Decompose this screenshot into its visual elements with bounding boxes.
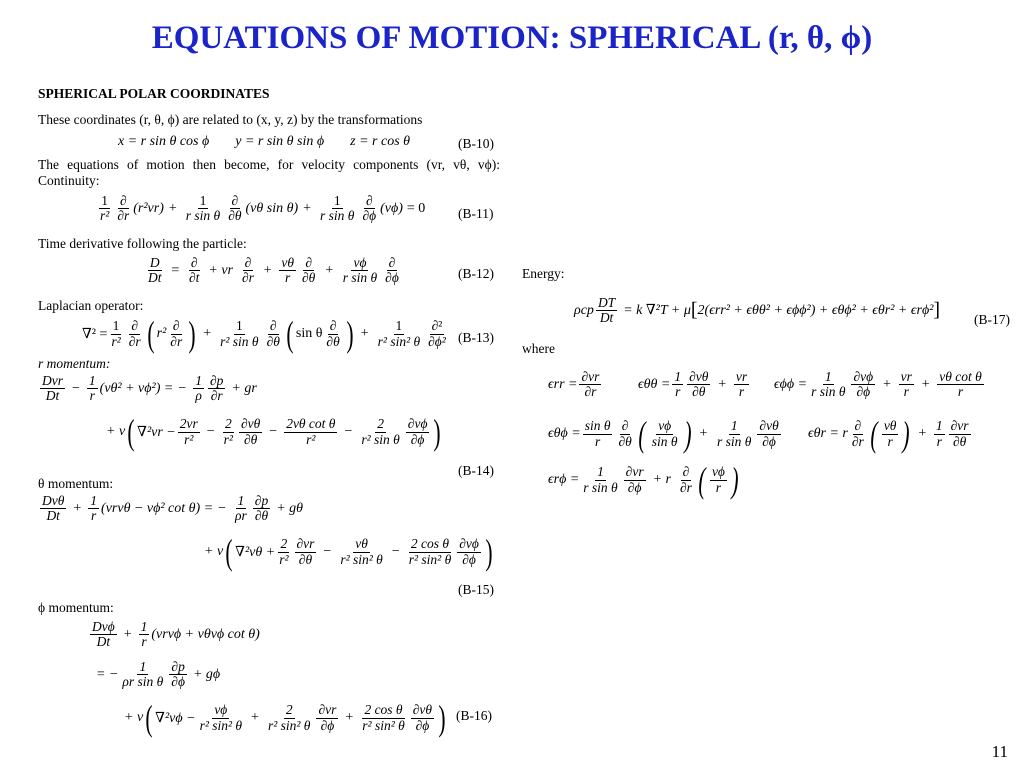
fraction: $\frac{\text{Dvθ}}{Dt}$: [42, 493, 65, 524]
fraction: $\frac{\partial}{\partial\theta}$: [302, 255, 316, 286]
strain-phi-phi: ϵϕϕ = $\frac{1}{\text{r sin θ}}$ $\frac{\partial v\phi}{\partial\phi}$ + $\frac{vr}{r}$ + $\frac{\text{vθ cot θ}}{r}$: [774, 369, 982, 400]
fraction: $\frac{\partial}{\partial t}$: [188, 255, 200, 286]
fraction: $\frac{\partial v\theta}{\partial\phi}$: [412, 702, 433, 733]
fraction: $\frac{\partial v\phi}{\partial\phi}$: [459, 536, 479, 567]
fraction: $\frac{1}{\text{r² sin θ}}$: [220, 318, 259, 349]
r-momentum-line-1: $\frac{\text{Dvr}}{Dt}$ − $\frac{1}{r}$ (vθ² + vϕ²) = − $\frac{1}{\rho}$ $\frac{\partial p}{\partial r}$ + gr: [42, 373, 257, 404]
fraction: $\frac{2}{\text{r²}}$: [223, 416, 233, 447]
fraction: $\frac{DT}{Dt}$: [597, 295, 616, 326]
fraction: $\frac{\partial v\theta}{\partial\phi}$: [759, 418, 779, 449]
fraction: $\frac{1}{\text{r² sin² θ}}$: [377, 318, 421, 349]
theta-momentum-line-2: + ν ( ∇²vθ + $\frac{2}{\text{r²}}$ $\frac{\partial vr}{\partial\theta}$ − $\frac{v\theta}{\text{r² sin² θ}}$ − $\frac{\text{2 cos θ}}{\text{r² sin² θ}}$ $\frac{\partial v\phi}{\partial\phi}$ ): [204, 532, 493, 572]
fraction: $\frac{\partial v\theta}{\partial\theta}$: [689, 369, 709, 400]
fraction: $\frac{\text{2 cos θ}}{\text{r² sin² θ}}$: [408, 536, 452, 567]
phi-momentum-line-2: = − $\frac{1}{\text{ρr sin θ}}$ $\frac{\partial p}{\partial\phi}$ + gϕ: [96, 659, 221, 690]
equation-number: (B-17): [974, 312, 1010, 327]
transform-equations: [118, 134, 410, 150]
theta-momentum-line-1: $\frac{\text{Dvθ}}{Dt}$ + $\frac{1}{r}$ (vrvθ − vϕ² cot θ) = − $\frac{1}{\rho r}$ $\frac{\partial p}{\partial\theta}$ + gθ: [42, 493, 304, 524]
fraction: $\frac{1}{r}$: [674, 369, 682, 400]
fraction: $\frac{\partial}{\partial\theta}$: [228, 193, 242, 224]
equation-number: (B-11): [458, 206, 494, 221]
fraction: $\frac{1}{\text{r sin θ}}$: [320, 193, 355, 224]
fraction: $\frac{\partial vr}{\partial\phi}$: [318, 702, 337, 733]
strain-theta-theta: ϵθθ = $\frac{1}{r}$ $\frac{\partial v\theta}{\partial\theta}$ + $\frac{vr}{r}$: [638, 369, 748, 400]
laplacian-equation: ∇² = $\frac{1}{\text{r²}}$ $\frac{\partial}{\partial r}$ ( r² $\frac{\partial}{\partial r}$ ) + $\frac{1}{\text{r² sin θ}}$ $\frac{\partial}{\partial\theta}$ ( sin θ $\frac{\partial}{\partial\theta}$ ) + $\frac{1}{\text{r² sin² θ}}$ $\frac{\text{∂²}}{\text{∂ϕ²}}$: [82, 314, 446, 354]
transform-z: z = r cos θ: [350, 134, 411, 149]
fraction: $\frac{v\theta}{r}$: [883, 418, 897, 449]
where-label: where: [522, 341, 555, 356]
fraction: $\frac{1}{r}$: [90, 493, 98, 524]
fraction: $\frac{vr}{r}$: [900, 369, 912, 400]
equation-number: (B-16): [456, 708, 492, 723]
theta-momentum-label: θ momentum:: [38, 476, 114, 491]
equation-number: (B-10): [458, 136, 494, 151]
equation-number: (B-14): [458, 463, 494, 478]
fraction: $\frac{1}{\text{ρr sin θ}}$: [122, 659, 164, 690]
fraction: $\frac{\text{Dvr}}{Dt}$: [42, 373, 63, 404]
fraction: $\frac{\partial}{\partial r}$: [128, 318, 141, 349]
phi-momentum-line-3: + ν ( ∇²vϕ − $\frac{v\phi}{\text{r² sin² θ}}$ + $\frac{2}{\text{r² sin² θ}}$ $\frac{\partial vr}{\partial\phi}$ + $\frac{\text{2 cos θ}}{\text{r² sin² θ}}$ $\frac{\partial v\theta}{\partial\phi}$ ): [124, 698, 446, 738]
continuity-equation: $\frac{1}{\text{r²}}$ $\frac{\partial}{\partial r}$ (r²vr) + $\frac{1}{\text{r sin θ}}$ $\frac{\partial}{\partial\theta}$ (vθ sin θ) + $\frac{1}{\text{r sin θ}}$ $\frac{\partial}{\partial\phi}$ (vϕ) = 0: [100, 193, 426, 224]
transform-x: x = r sin θ cos ϕ: [118, 134, 210, 149]
fraction: $\frac{\text{Dvϕ}}{Dt}$: [92, 619, 115, 650]
fraction: $\frac{\partial p}{\partial\theta}$: [254, 493, 269, 524]
equation-number: (B-12): [458, 266, 494, 281]
fraction: $\frac{\partial v\theta}{\partial\theta}$: [240, 416, 261, 447]
fraction: $\frac{1}{r}$: [140, 619, 148, 650]
fraction: $\frac{v\theta}{\text{r² sin² θ}}$: [340, 536, 383, 567]
fraction: $\frac{\partial}{\partial\phi}$: [362, 193, 377, 224]
equation-number: (B-15): [458, 582, 494, 597]
strain-theta-phi: ϵθϕ = $\frac{\text{sin θ}}{r}$ $\frac{\partial}{\partial\theta}$ ( $\frac{v\phi}{\text{sin θ}}$ ) + $\frac{1}{\text{r sin θ}}$ $\frac{\partial v\theta}{\partial\phi}$: [548, 414, 779, 454]
fraction: $\frac{\partial v\phi}{\partial\phi}$: [407, 416, 428, 447]
transform-y: y = r sin θ sin ϕ: [235, 134, 325, 149]
fraction: $\frac{\partial vr}{\partial\phi}$: [625, 464, 644, 495]
strain-r-phi: ϵrϕ = $\frac{1}{\text{r sin θ}}$ $\frac{\partial vr}{\partial\phi}$ + r $\frac{\partial}{\partial r}$ ( $\frac{v\phi}{r}$ ): [548, 460, 739, 500]
time-derivative-equation: $\frac{D}{Dt}$ = $\frac{\partial}{\partial t}$ + vr $\frac{\partial}{\partial r}$ + $\frac{v\theta}{r}$ $\frac{\partial}{\partial\theta}$ + $\frac{v\phi}{\text{r sin θ}}$ $\frac{\partial}{\partial\phi}$: [148, 255, 399, 286]
fraction: $\frac{\partial}{\partial r}$: [117, 193, 130, 224]
fraction: $\frac{\partial}{\partial\theta}$: [618, 418, 632, 449]
time-derivative-label: Time derivative following the particle:: [38, 236, 247, 251]
fraction: $\frac{\partial vr}{\partial r}$: [581, 369, 600, 400]
fraction: $\frac{\text{∂²}}{\text{∂ϕ²}}$: [428, 318, 446, 349]
fraction: $\frac{1}{\text{r sin θ}}$: [583, 464, 618, 495]
fraction: $\frac{v\theta}{r}$: [281, 255, 294, 286]
fraction: $\frac{\partial}{\partial r}$: [851, 418, 864, 449]
fraction: $\frac{\partial}{\partial r}$: [680, 464, 692, 495]
fraction: $\frac{2}{\text{r² sin θ}}$: [361, 416, 400, 447]
strain-theta-r: ϵθr = r $\frac{\partial}{\partial r}$ ( $\frac{v\theta}{r}$ ) + $\frac{1}{r}$ $\frac{\partial vr}{\partial\theta}$: [808, 414, 969, 454]
continuity-label: Continuity:: [38, 173, 100, 188]
fraction: $\frac{\partial}{\partial\theta}$: [326, 318, 340, 349]
page-number: 11: [991, 742, 1008, 761]
fraction: $\frac{\partial vr}{\partial\theta}$: [950, 418, 969, 449]
fraction: $\frac{\partial}{\partial r}$: [241, 255, 254, 286]
fraction: $\frac{\text{2vθ cot θ}}{\text{r²}}$: [286, 416, 336, 447]
fraction: $\frac{\partial vr}{\partial\theta}$: [296, 536, 315, 567]
fraction: $\frac{v\phi}{\text{r² sin² θ}}$: [199, 702, 243, 733]
slide-title: EQUATIONS OF MOTION: SPHERICAL (r, θ, ϕ): [151, 20, 873, 56]
fraction: $\frac{v\phi}{\text{r sin θ}}$: [342, 255, 378, 286]
fraction: $\frac{\partial}{\partial r}$: [170, 318, 183, 349]
fraction: $\frac{2}{\text{r² sin² θ}}$: [267, 702, 311, 733]
fraction: $\frac{\text{2 cos θ}}{\text{r² sin² θ}}$: [362, 702, 405, 733]
equations-text: The equations of motion then become, for velocity components (vr, vθ, vϕ):: [38, 157, 500, 172]
equation-number: (B-13): [458, 330, 494, 345]
fraction: $\frac{1}{\text{r sin θ}}$: [185, 193, 221, 224]
fraction: $\frac{\text{vθ cot θ}}{r}$: [939, 369, 982, 400]
fraction: $\frac{v\phi}{r}$: [711, 464, 725, 495]
fraction: $\frac{1}{\text{r²}}$: [111, 318, 121, 349]
phi-momentum-label: ϕ momentum:: [38, 600, 114, 615]
fraction: $\frac{\partial}{\partial\phi}$: [385, 255, 399, 286]
energy-label: Energy:: [522, 266, 565, 281]
fraction: $\frac{1}{\text{r sin θ}}$: [811, 369, 846, 400]
fraction: $\frac{\partial v\phi}{\partial\phi}$: [853, 369, 874, 400]
fraction: $\frac{1}{\rho r}$: [235, 493, 247, 524]
fraction: $\frac{2}{\text{r²}}$: [279, 536, 289, 567]
fraction: $\frac{1}{\text{r²}}$: [100, 193, 110, 224]
fraction: $\frac{\partial p}{\partial r}$: [209, 373, 224, 404]
laplacian-label: Laplacian operator:: [38, 298, 144, 313]
fraction: $\frac{vr}{r}$: [735, 369, 748, 400]
intro-text: These coordinates (r, θ, ϕ) are related to (x, y, z) by the transformations: [38, 112, 423, 127]
fraction: $\frac{D}{Dt}$: [148, 255, 162, 286]
fraction: $\frac{1}{\text{r sin θ}}$: [717, 418, 752, 449]
energy-equation: ρcp $\frac{DT}{Dt}$ = k ∇²T + μ [ 2(ϵrr² + ϵθθ² + ϵϕϕ²) + ϵθϕ² + ϵθr² + ϵrϕ² ]: [574, 295, 941, 326]
fraction: $\frac{1}{\rho}$: [195, 373, 202, 404]
strain-rr: ϵrr = $\frac{\partial vr}{\partial r}$: [548, 369, 600, 400]
r-momentum-label: r momentum:: [38, 356, 111, 371]
fraction: $\frac{1}{r}$: [88, 373, 96, 404]
fraction: $\frac{v\phi}{\text{sin θ}}$: [651, 418, 678, 449]
fraction: $\frac{\text{sin θ}}{r}$: [584, 418, 611, 449]
fraction: $\frac{\partial p}{\partial\phi}$: [171, 659, 185, 690]
fraction: $\frac{1}{r}$: [935, 418, 943, 449]
r-momentum-line-2: + ν ( ∇²vr − $\frac{2vr}{\text{r²}}$ − $\frac{2}{\text{r²}}$ $\frac{\partial v\theta}{\partial\theta}$ − $\frac{\text{2vθ cot θ}}{\text{r²}}$ − $\frac{2}{\text{r² sin θ}}$ $\frac{\partial v\phi}{\partial\phi}$ ): [106, 412, 442, 452]
fraction: $\frac{2vr}{\text{r²}}$: [179, 416, 198, 447]
section-heading: SPHERICAL POLAR COORDINATES: [38, 86, 270, 101]
phi-momentum-line-1: $\frac{\text{Dvϕ}}{Dt}$ + $\frac{1}{r}$ (vrvϕ + vθvϕ cot θ): [92, 619, 260, 650]
fraction: $\frac{\partial}{\partial\theta}$: [266, 318, 280, 349]
